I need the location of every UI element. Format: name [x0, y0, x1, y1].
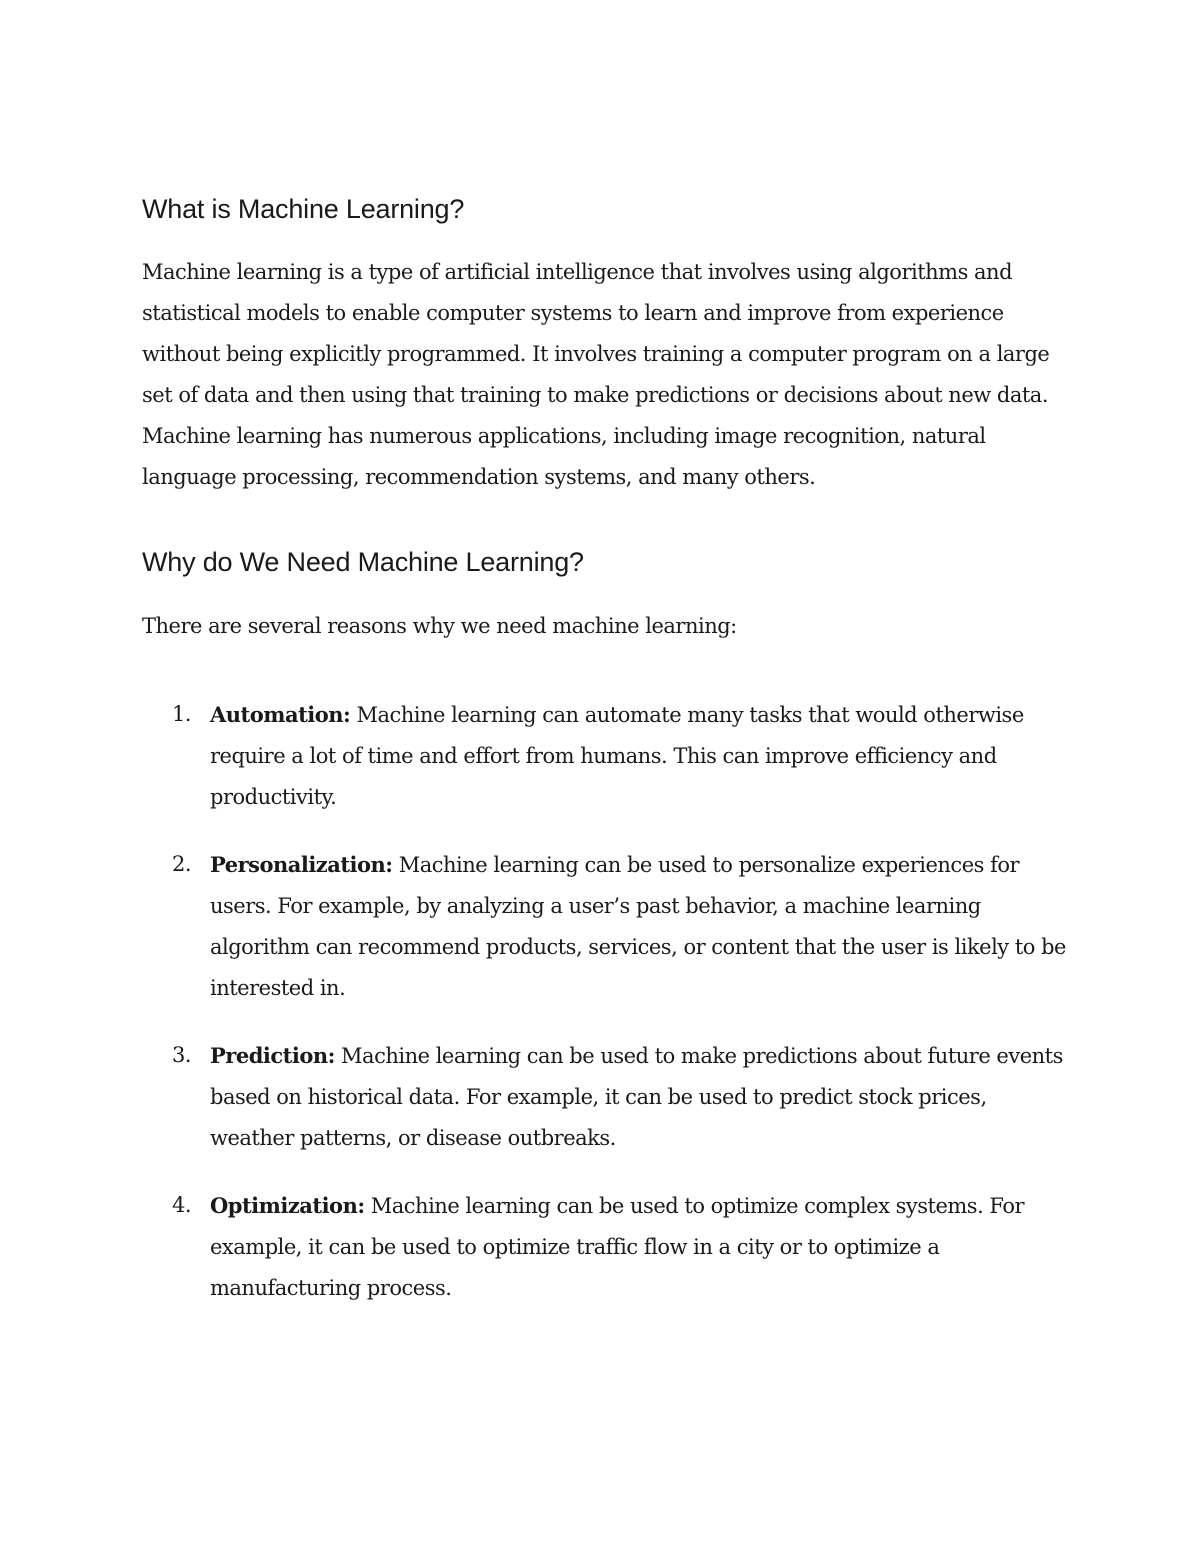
- list-item-personalization: [142, 844, 1067, 1009]
- list-item-number: 1.: [172, 702, 192, 726]
- list-item-text: Machine learning can be used to make predictions about future events based on historical data. For example, it can be used to predict stock prices, weather patterns, or disease outbreaks.: [210, 1044, 1063, 1150]
- list-item-optimization: [142, 1185, 1067, 1309]
- heading-what-is-ml: What is Machine Learning?: [142, 194, 465, 224]
- list-item-term: Automation:: [210, 702, 351, 727]
- list-item-prediction: [142, 1035, 1067, 1159]
- list-item-automation: [142, 694, 1067, 818]
- paragraph-what-is-ml: Machine learning is a type of artificial intelligence that involves using algorithms and statistical models to enable computer systems to learn and improve from experience without being explicitly programmed. It involves training a computer program on a large set of data and then using that training to make predictions or decisions about new data. Machine learning has numerous applications, including image recognition, natural language processing, recommendation systems, and many others.: [142, 260, 1050, 489]
- list-item-term: Optimization:: [210, 1193, 365, 1218]
- list-item-term: Personalization:: [210, 852, 393, 877]
- list-item-text: Machine learning can automate many tasks that would otherwise require a lot of time and effort from humans. This can improve efficiency and productivity.: [210, 703, 1024, 809]
- reasons-list: [142, 694, 1067, 1309]
- heading-why-need-ml: Why do We Need Machine Learning?: [142, 547, 584, 577]
- list-item-text: Machine learning can be used to optimize complex systems. For example, it can be used to optimize traffic flow in a city or to optimize a manufacturing process.: [210, 1194, 1025, 1300]
- list-item-term: Prediction:: [210, 1043, 335, 1068]
- list-item-text: Machine learning can be used to personalize experiences for users. For example, by analyzing a user’s past behavior, a machine learning algorithm can recommend products, services, or content that the user is likely to be interested in.: [210, 853, 1066, 1000]
- paragraph-why-need-ml: There are several reasons why we need machine learning:: [142, 614, 737, 638]
- list-item-number: 2.: [172, 852, 192, 876]
- list-item-number: 4.: [172, 1193, 192, 1217]
- document-content: [142, 188, 1067, 1335]
- list-item-number: 3.: [172, 1043, 192, 1067]
